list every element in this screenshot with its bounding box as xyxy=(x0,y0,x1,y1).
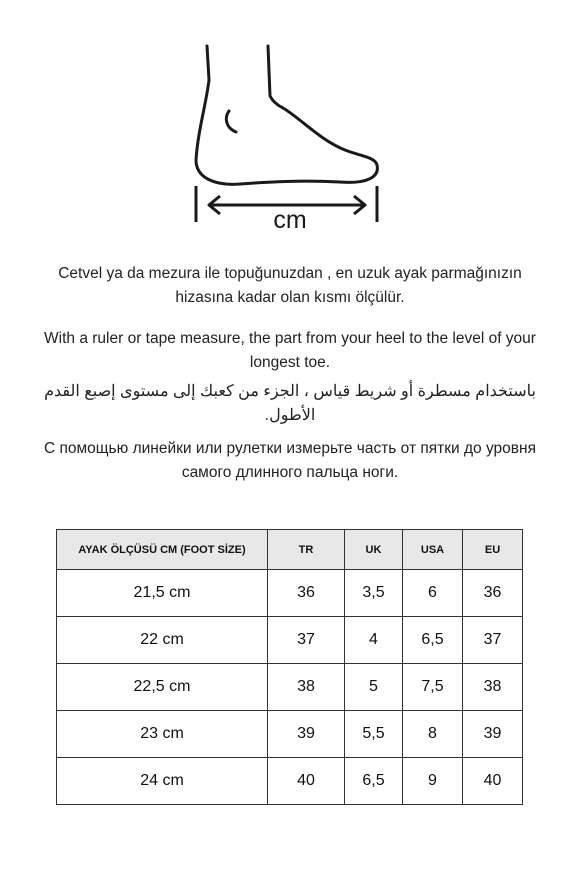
header-usa: USA xyxy=(403,530,463,570)
table-row xyxy=(57,570,523,617)
size-conversion-table xyxy=(56,529,523,805)
cell-eu: 39 xyxy=(463,711,523,758)
instruction-english: With a ruler or tape measure, the part from your heel to the level of your longest toe. xyxy=(44,330,536,371)
cell-tr: 39 xyxy=(268,711,345,758)
header-foot-size: AYAK ÖLÇÜSÜ CM (FOOT SİZE) xyxy=(57,530,268,570)
cell-usa: 6 xyxy=(403,570,463,617)
cell-foot-size: 22,5 cm xyxy=(57,664,268,711)
table-row xyxy=(57,664,523,711)
cell-uk: 5,5 xyxy=(345,711,403,758)
cell-usa: 8 xyxy=(403,711,463,758)
cell-foot-size: 24 cm xyxy=(57,758,268,805)
cell-eu: 36 xyxy=(463,570,523,617)
cell-uk: 3,5 xyxy=(345,570,403,617)
instruction-russian: С помощью линейки или рулетки измерьте часть от пятки до уровня самого длинного пальца ноги. xyxy=(44,440,536,481)
instruction-arabic: باستخدام مسطرة أو شريط قياس ، الجزء من كعبك إلى مستوى إصبع القدم الأطول. xyxy=(44,383,536,424)
cell-uk: 6,5 xyxy=(345,758,403,805)
cell-tr: 40 xyxy=(268,758,345,805)
cell-tr: 37 xyxy=(268,617,345,664)
cell-usa: 9 xyxy=(403,758,463,805)
cell-foot-size: 22 cm xyxy=(57,617,268,664)
cell-uk: 4 xyxy=(345,617,403,664)
cell-usa: 6,5 xyxy=(403,617,463,664)
foot-outline xyxy=(196,46,377,184)
cell-uk: 5 xyxy=(345,664,403,711)
measurement-unit-label: cm xyxy=(273,206,307,234)
header-eu: EU xyxy=(463,530,523,570)
table-row xyxy=(57,758,523,805)
instruction-turkish: Cetvel ya da mezura ile topuğunuzdan , en uzuk ayak parmağınızın hizasına kadar olan kısmı ölçülür. xyxy=(58,265,522,306)
header-uk: UK xyxy=(345,530,403,570)
cell-usa: 7,5 xyxy=(403,664,463,711)
ankle-curve xyxy=(226,111,236,132)
cell-eu: 40 xyxy=(463,758,523,805)
cell-eu: 37 xyxy=(463,617,523,664)
table-header-row xyxy=(57,530,523,570)
cell-foot-size: 21,5 cm xyxy=(57,570,268,617)
cell-foot-size: 23 cm xyxy=(57,711,268,758)
table-row xyxy=(57,617,523,664)
header-tr: TR xyxy=(268,530,345,570)
table-row xyxy=(57,711,523,758)
cell-tr: 38 xyxy=(268,664,345,711)
cell-tr: 36 xyxy=(268,570,345,617)
cell-eu: 38 xyxy=(463,664,523,711)
